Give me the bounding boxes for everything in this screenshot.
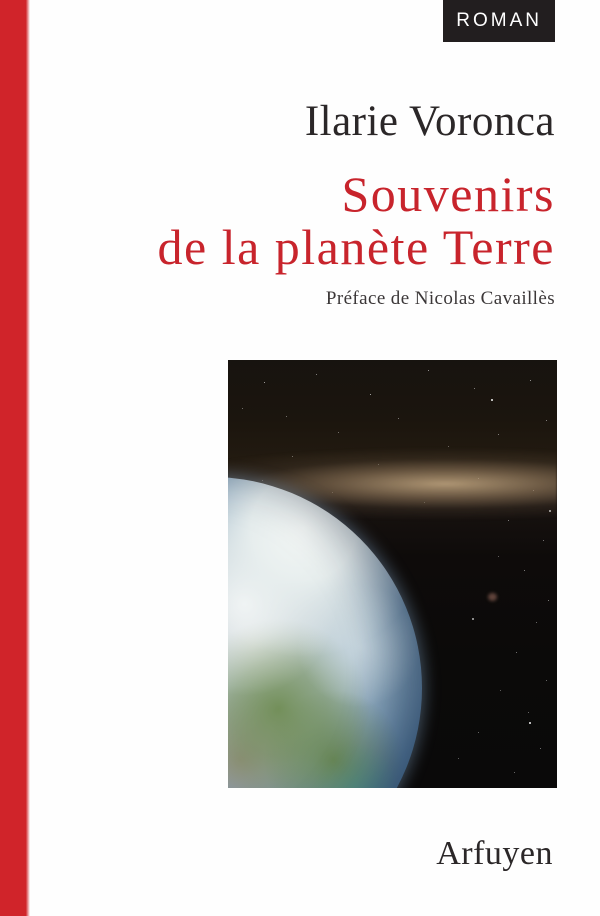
title-line-1: Souvenirs: [341, 166, 555, 222]
roman-badge-label: ROMAN: [456, 10, 542, 31]
title-line-2: de la planète Terre: [157, 219, 555, 275]
nebula-dot: [488, 593, 497, 601]
publisher-logo: Arfuyen: [436, 835, 553, 872]
book-title: [0, 168, 555, 274]
preface-credit: Préface de Nicolas Cavaillès: [325, 288, 555, 309]
roman-badge: [443, 0, 555, 42]
bright-stars: [228, 360, 230, 362]
earth-photo: [228, 360, 557, 788]
author-name: Ilarie Voronca: [304, 98, 555, 145]
